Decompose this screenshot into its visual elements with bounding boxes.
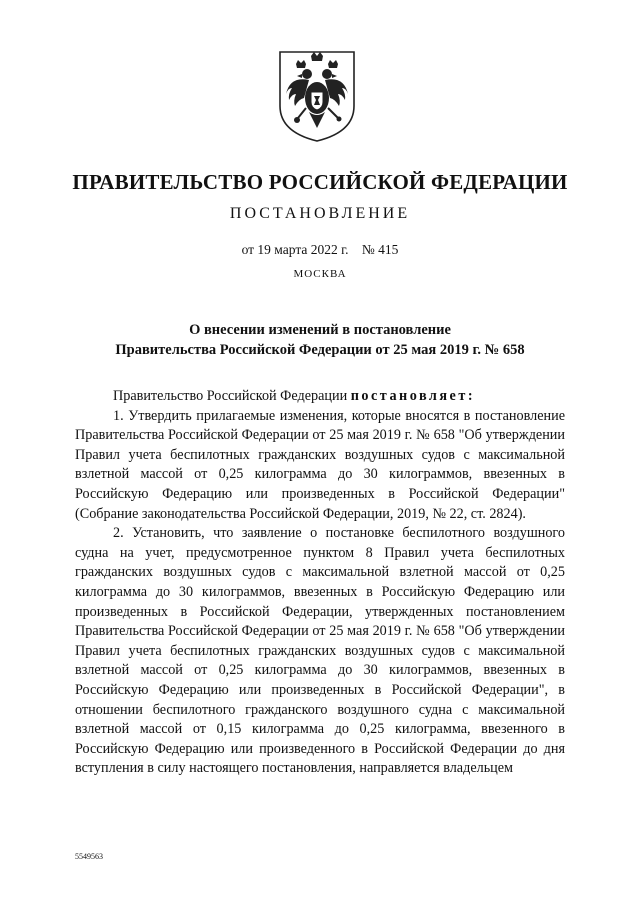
document-date: от 19 марта 2022 г.: [241, 242, 349, 257]
intro-verb: постановляет:: [350, 388, 476, 404]
document-city: МОСКВА: [293, 268, 347, 280]
document-type: ПОСТАНОВЛЕНИЕ: [229, 205, 411, 222]
paragraph-1: 1. Утвердить прилагаемые изменения, которые вносятся в постановление Правительства Российской Федерации от 25 мая 2019 г. № 658 "Об утверждении Правил учета беспилотных гражданских воздушных судов с максимальной взлетной массой от 0,25 килограмма до 30 килограммов, ввезенных в Российскую Федерацию или произведенных в Российской Федерации" (Собрание законодательства Российской Федерации, 2019, № 22, ст. 2824).: [75, 407, 565, 522]
organization-title: ПРАВИТЕЛЬСТВО РОССИЙСКОЙ ФЕДЕРАЦИИ: [72, 170, 568, 194]
document-number: № 415: [361, 242, 399, 257]
coat-of-arms-icon: [276, 48, 358, 144]
document-subject: [60, 320, 580, 360]
subject-line-2: Правительства Российской Федерации от 25 мая 2019 г. № 658: [115, 342, 525, 358]
footer-document-code: 5549563: [75, 852, 103, 861]
intro-paragraph: [75, 387, 565, 407]
paragraph-2: 2. Установить, что заявление о постановке беспилотного воздушного судна на учет, предусмотренное пунктом 8 Правил учета беспилотных гражданских воздушных судов с максимальной взлетной массой от 0,25 килограмма до 30 килограммов, ввезенных в Российскую Федерацию или произведенных в Российской Федерации, утвержденных постановлением Правительства Российской Федерации от 25 мая 2019 г. № 658 "Об утверждении Правил учета беспилотных гражданских воздушных судов с максимальной взлетной массой от 0,25 килограмма до 30 килограммов, ввезенных в Российскую Федерацию или произведенных в Российской Федерации", в отношении беспилотного гражданского воздушного судна с максимальной взлетной массой от 0,15 килограмма до 0,25 килограмма, ввезенного в Российскую Федерацию или произведенного в Российской Федерации до дня вступления в силу настоящего постановления, направляется владельцем: [75, 525, 565, 777]
document-date-line: [0, 242, 640, 258]
subject-line-1: О внесении изменений в постановление: [189, 322, 451, 338]
intro-lead: Правительство Российской Федерации: [113, 388, 348, 404]
document-body: [75, 387, 565, 779]
